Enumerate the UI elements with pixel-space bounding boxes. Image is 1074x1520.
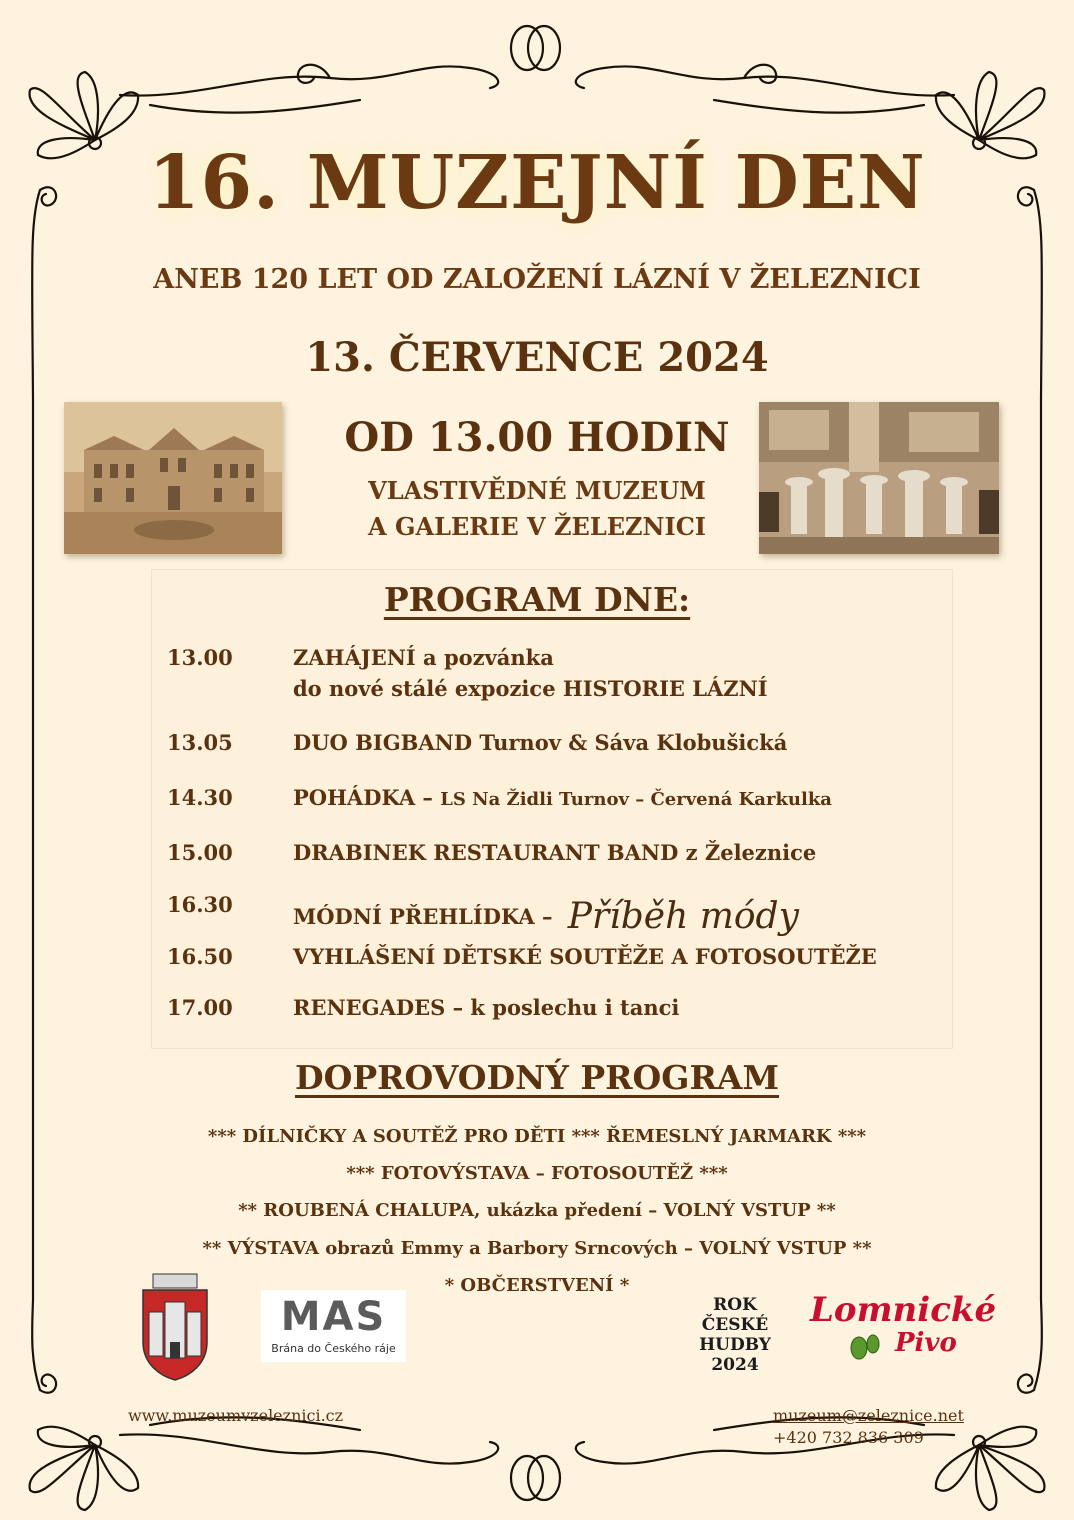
rok-line: ČESKÉ: [701, 1315, 769, 1335]
program-desc: do nové stálé expozice HISTORIE LÁZNÍ: [293, 676, 768, 701]
mas-logo: [261, 1290, 406, 1362]
rok-line: HUDBY: [699, 1335, 771, 1355]
pivo-logo-text: Lomnické: [810, 1290, 997, 1330]
program-desc: MÓDNÍ PŘEHLÍDKA –: [293, 904, 553, 929]
extra-line: ** ROUBENÁ CHALUPA, ukázka předení – VOLNÝ VSTUP **: [238, 1200, 836, 1221]
email-link[interactable]: muzeum@zeleznice.net: [773, 1406, 964, 1425]
rok-ceske-hudby-logo: [690, 1295, 780, 1380]
program-heading: PROGRAM DNE:: [383, 580, 691, 619]
program-time: 17.00: [167, 995, 233, 1020]
program-desc: POHÁDKA –: [293, 785, 433, 810]
program-desc-script: Příběh módy: [567, 896, 799, 937]
website-link[interactable]: www.muzeumvzeleznici.cz: [128, 1406, 344, 1425]
event-time: OD 13.00 HODIN: [344, 414, 730, 461]
phone-number: +420 732 836 309: [773, 1428, 924, 1447]
program-time: 14.30: [167, 785, 233, 810]
program-desc-detail: LS Na Židli Turnov – Červená Karkulka: [440, 789, 832, 810]
program-desc: RENEGADES – k poslechu i tanci: [293, 995, 680, 1020]
poster-subtitle: ANEB 120 LET OD ZALOŽENÍ LÁZNÍ V ŽELEZNICI: [153, 264, 921, 295]
extra-line: * OBČERSTVENÍ *: [444, 1275, 630, 1296]
program-time: 15.00: [167, 840, 233, 865]
program-desc: DUO BIGBAND Turnov & Sáva Klobušická: [293, 730, 788, 755]
rok-line: ROK: [713, 1295, 757, 1315]
program-time: 13.05: [167, 730, 233, 755]
program-time: 13.00: [167, 645, 233, 670]
program-desc: DRABINEK RESTAURANT BAND z Železnice: [293, 840, 817, 865]
pivo-logo-text: Pivo: [895, 1328, 957, 1358]
mas-logo-text: MAS: [280, 1294, 387, 1340]
rok-line: 2024: [711, 1355, 759, 1375]
extra-line: ** VÝSTAVA obrazů Emmy a Barbory Srncových – VOLNÝ VSTUP **: [202, 1238, 872, 1259]
poster-title: 16. MUZEJNÍ DEN: [148, 140, 926, 226]
program-desc-group: [293, 785, 832, 810]
hops-icon: [845, 1330, 885, 1362]
extra-line: *** FOTOVÝSTAVA – FOTOSOUTĚŽ ***: [346, 1163, 728, 1184]
event-date: 13. ČERVENCE 2024: [305, 334, 769, 381]
venue-line-1: VLASTIVĚDNÉ MUZEUM: [368, 476, 706, 505]
venue-line-2: A GALERIE V ŽELEZNICI: [367, 512, 707, 541]
lomnicke-pivo-logo: [805, 1290, 997, 1370]
extra-line: *** DÍLNIČKY A SOUTĚŽ PRO DĚTI *** ŘEMESLNÝ JARMARK ***: [207, 1126, 867, 1147]
town-crest-logo: [135, 1272, 215, 1382]
program-desc-group: [293, 892, 799, 937]
extra-heading: DOPROVODNÝ PROGRAM: [294, 1058, 780, 1097]
program-time: 16.50: [167, 944, 233, 969]
program-time: 16.30: [167, 892, 233, 917]
program-desc: VYHLÁŠENÍ DĚTSKÉ SOUTĚŽE A FOTOSOUTĚŽE: [293, 944, 877, 969]
mas-logo-subtitle: Brána do Českého ráje: [271, 1342, 396, 1355]
program-desc: ZAHÁJENÍ a pozvánka: [293, 645, 554, 670]
